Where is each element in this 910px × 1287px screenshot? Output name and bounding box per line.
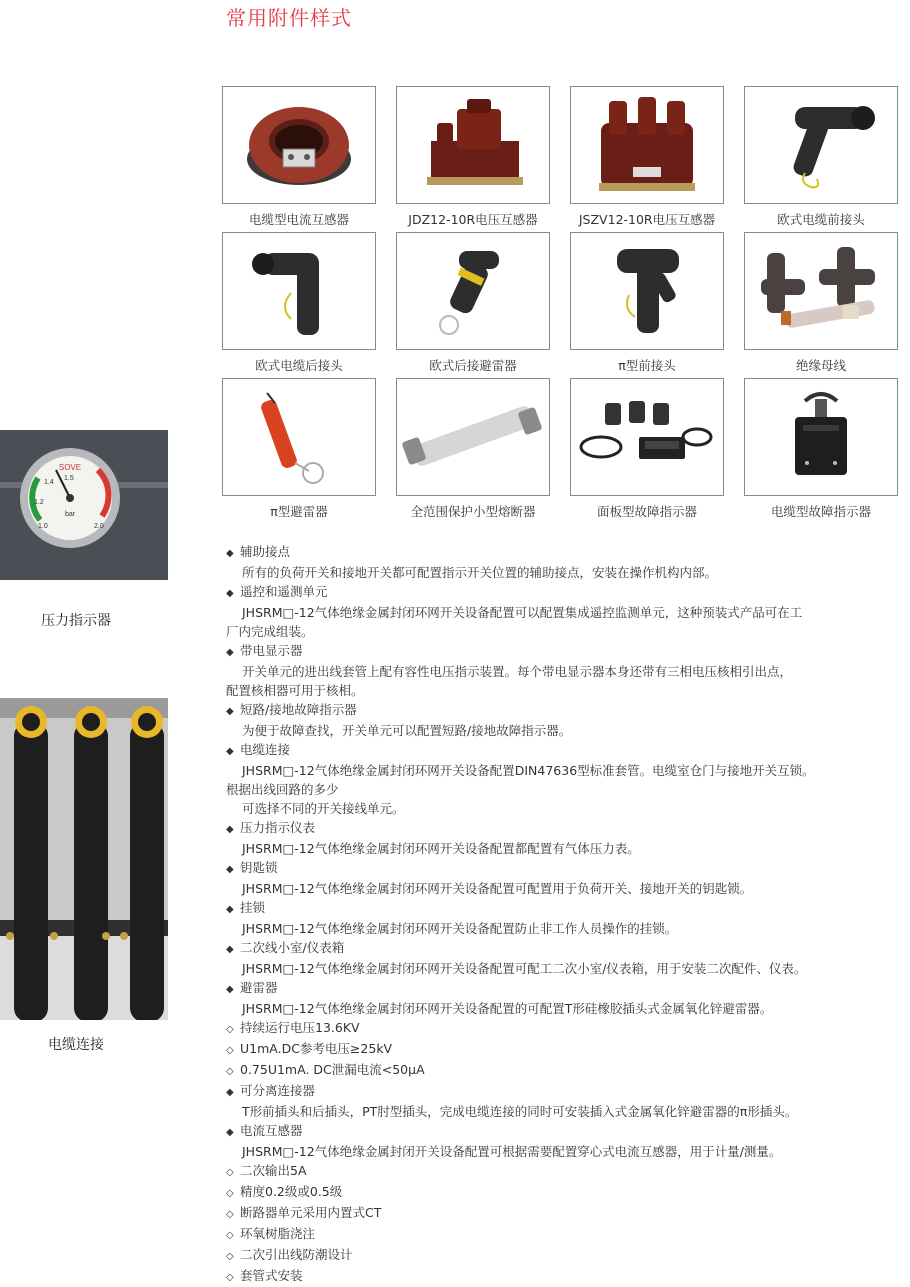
- diamond-bullet-icon: ◆: [226, 588, 234, 599]
- spec-item: [226, 1266, 906, 1287]
- product-caption: 欧式电缆后接头: [255, 358, 343, 373]
- insulated-busbar-photo: [744, 232, 898, 350]
- product-card: [222, 86, 376, 228]
- diamond-bullet-icon: ◆: [226, 647, 234, 658]
- hollow-diamond-bullet-icon: ◇: [226, 1188, 234, 1199]
- section-heading: [226, 542, 906, 563]
- heading-text: 套管式安装: [240, 1268, 303, 1283]
- body-text: T形前插头和后插头，PT肘型插头，完成电缆连接的同时可安装插入式金属氧化锌避雷器的π形插头。: [242, 1104, 798, 1119]
- product-caption: 欧式后接避雷器: [429, 358, 517, 373]
- diamond-bullet-icon: ◆: [226, 1127, 234, 1138]
- section-heading: [226, 700, 906, 721]
- diamond-bullet-icon: ◆: [226, 864, 234, 875]
- body-text: 开关单元的进出线套管上配有容性电压指示装置。每个带电显示器本身还带有三相电压核相引出点，: [242, 664, 793, 679]
- section-heading: [226, 898, 906, 919]
- pressure-caption: 压力指示器: [41, 613, 111, 629]
- spec-item: [226, 1182, 906, 1203]
- jszv-pt-photo: [570, 86, 724, 204]
- diamond-bullet-icon: ◆: [226, 824, 234, 835]
- section-heading: [226, 978, 906, 999]
- spec-item: [226, 1203, 906, 1224]
- heading-text: 电流互感器: [240, 1123, 303, 1138]
- product-card: [744, 232, 898, 374]
- product-card: [222, 232, 376, 374]
- product-card: [222, 378, 376, 520]
- cable-connection-photo: [0, 698, 168, 1020]
- gauge-brand: SOVE: [58, 463, 82, 472]
- diamond-bullet-icon: ◆: [226, 904, 234, 915]
- hollow-diamond-bullet-icon: ◇: [226, 1024, 234, 1035]
- page-title: 常用附件样式: [226, 6, 352, 30]
- panel-fault-indicator-photo: [570, 378, 724, 496]
- section-heading: [226, 818, 906, 839]
- product-card: [744, 86, 898, 228]
- heading-text: 辅助接点: [240, 544, 291, 559]
- pressure-gauge-photo: [0, 430, 168, 580]
- gauge-tick: 1.0: [38, 523, 48, 530]
- product-caption: JDZ12-10R电压互感器: [408, 212, 538, 227]
- product-card: [570, 378, 724, 520]
- heading-text: 精度0.2级或0.5级: [240, 1184, 343, 1199]
- product-card: [744, 378, 898, 520]
- body-text: JHSRM□-12气体绝缘金属封闭环网开关设备配置的可配置T形硅橡胶插头式金属氧化锌避雷器。: [242, 1001, 773, 1016]
- spec-item: [226, 1039, 906, 1060]
- hollow-diamond-bullet-icon: ◇: [226, 1066, 234, 1077]
- gauge-tick: 1.5: [64, 475, 74, 482]
- cable-fault-indicator-photo: [744, 378, 898, 496]
- body-text: JHSRM□-12气体绝缘金属封闭环网开关设备配置都配置有气体压力表。: [242, 841, 640, 856]
- product-caption: 全范围保护小型熔断器: [410, 504, 536, 519]
- diamond-bullet-icon: ◆: [226, 548, 234, 559]
- hollow-diamond-bullet-icon: ◇: [226, 1167, 234, 1178]
- hollow-diamond-bullet-icon: ◇: [226, 1251, 234, 1262]
- hollow-diamond-bullet-icon: ◇: [226, 1045, 234, 1056]
- product-caption: 电缆型电流互感器: [248, 212, 349, 227]
- heading-text: 短路/接地故障指示器: [240, 702, 357, 717]
- body-text: JHSRM□-12气体绝缘金属封闭环网开关设备配置防止非工作人员操作的挂锁。: [242, 921, 678, 936]
- body-text: 可选择不同的开关接线单元。: [242, 801, 405, 816]
- body-text: 为便于故障查找，开关单元可以配置短路/接地故障指示器。: [242, 723, 572, 738]
- section-heading: [226, 1081, 906, 1102]
- pi-arrester-photo: [222, 378, 376, 496]
- section-heading: [226, 938, 906, 959]
- spec-item: [226, 1161, 906, 1182]
- euro-rear-arrester-photo: [396, 232, 550, 350]
- product-card: [570, 232, 724, 374]
- heading-text: 电缆连接: [240, 742, 291, 757]
- gauge-tick: 1.4: [44, 479, 54, 486]
- section-heading: [226, 740, 906, 761]
- body-continuation: 根据出线回路的多少: [226, 782, 339, 797]
- body-text: JHSRM□-12气体绝缘金属封闭环网开关设备配置可配工二次小室/仪表箱，用于安装二次配件、仪表。: [242, 961, 807, 976]
- heading-text: 二次线小室/仪表箱: [240, 940, 345, 955]
- product-caption: 面板型故障指示器: [596, 504, 697, 519]
- euro-front-connector-photo: [744, 86, 898, 204]
- hollow-diamond-bullet-icon: ◇: [226, 1230, 234, 1241]
- section-heading: [226, 858, 906, 879]
- spec-item: [226, 1018, 906, 1039]
- product-card: [396, 86, 550, 228]
- cable-caption: 电缆连接: [48, 1037, 104, 1053]
- jdz-pt-photo: [396, 86, 550, 204]
- heading-text: 断路器单元采用内置式CT: [240, 1205, 382, 1220]
- body-text: JHSRM□-12气体绝缘金属封闭环网开关设备配置可配置用于负荷开关、接地开关的钥匙锁。: [242, 881, 753, 896]
- section-heading: [226, 582, 906, 603]
- heading-text: U1mA.DC参考电压≥25kV: [240, 1041, 393, 1056]
- cable-ct-photo: [222, 86, 376, 204]
- diamond-bullet-icon: ◆: [226, 706, 234, 717]
- heading-text: 0.75U1mA. DC泄漏电流<50μA: [240, 1062, 425, 1077]
- heading-text: 避雷器: [240, 980, 278, 995]
- hollow-diamond-bullet-icon: ◇: [226, 1272, 234, 1283]
- diamond-bullet-icon: ◆: [226, 746, 234, 757]
- heading-text: 带电显示器: [240, 643, 303, 658]
- description-list: [226, 542, 906, 1287]
- diamond-bullet-icon: ◆: [226, 984, 234, 995]
- body-text: JHSRM□-12气体绝缘金属封闭环网开关设备配置DIN47636型标准套管。电缆室仓门与接地开关互锁。: [242, 763, 815, 778]
- heading-text: 可分离连接器: [240, 1083, 316, 1098]
- heading-text: 遥控和遥测单元: [240, 584, 328, 599]
- diamond-bullet-icon: ◆: [226, 944, 234, 955]
- body-text: JHSRM□-12气体绝缘金属封闭环网开关设备配置可以配置集成遥控监测单元，这种预装式产品可在工: [242, 605, 803, 620]
- gauge-tick: 2.0: [94, 523, 104, 530]
- heading-text: 二次输出5A: [240, 1163, 307, 1178]
- product-caption: 欧式电缆前接头: [777, 212, 865, 227]
- product-card: [396, 232, 550, 374]
- product-caption: 电缆型故障指示器: [770, 504, 871, 519]
- section-heading: [226, 1121, 906, 1142]
- product-card: [570, 86, 724, 228]
- fuse-photo: [396, 378, 550, 496]
- pi-front-connector-photo: [570, 232, 724, 350]
- product-caption: JSZV12-10R电压互感器: [578, 212, 716, 227]
- body-text: 所有的负荷开关和接地开关都可配置指示开关位置的辅助接点，安装在操作机构内部。: [242, 565, 718, 580]
- section-heading: [226, 641, 906, 662]
- product-grid: [222, 86, 902, 526]
- body-text: JHSRM□-12气体绝缘金属封闭开关设备配置可根据需要配置穿心式电流互感器，用于计量/测量。: [242, 1144, 782, 1159]
- gauge-tick: 1.2: [34, 499, 44, 506]
- heading-text: 二次引出线防潮设计: [240, 1247, 353, 1262]
- spec-item: [226, 1224, 906, 1245]
- heading-text: 钥匙锁: [240, 860, 278, 875]
- body-continuation: 厂内完成组装。: [226, 624, 314, 639]
- product-caption: π型避雷器: [270, 504, 328, 519]
- heading-text: 环氧树脂浇注: [240, 1226, 316, 1241]
- gauge-unit: bar: [64, 511, 76, 518]
- body-continuation: 配置核相器可用于核相。: [226, 683, 364, 698]
- product-card: [396, 378, 550, 520]
- heading-text: 压力指示仪表: [240, 820, 316, 835]
- heading-text: 持续运行电压13.6KV: [240, 1020, 360, 1035]
- product-caption: π型前接头: [618, 358, 676, 373]
- hollow-diamond-bullet-icon: ◇: [226, 1209, 234, 1220]
- diamond-bullet-icon: ◆: [226, 1087, 234, 1098]
- euro-rear-connector-photo: [222, 232, 376, 350]
- spec-item: [226, 1245, 906, 1266]
- heading-text: 挂锁: [240, 900, 266, 915]
- spec-item: [226, 1060, 906, 1081]
- product-caption: 绝缘母线: [795, 358, 846, 373]
